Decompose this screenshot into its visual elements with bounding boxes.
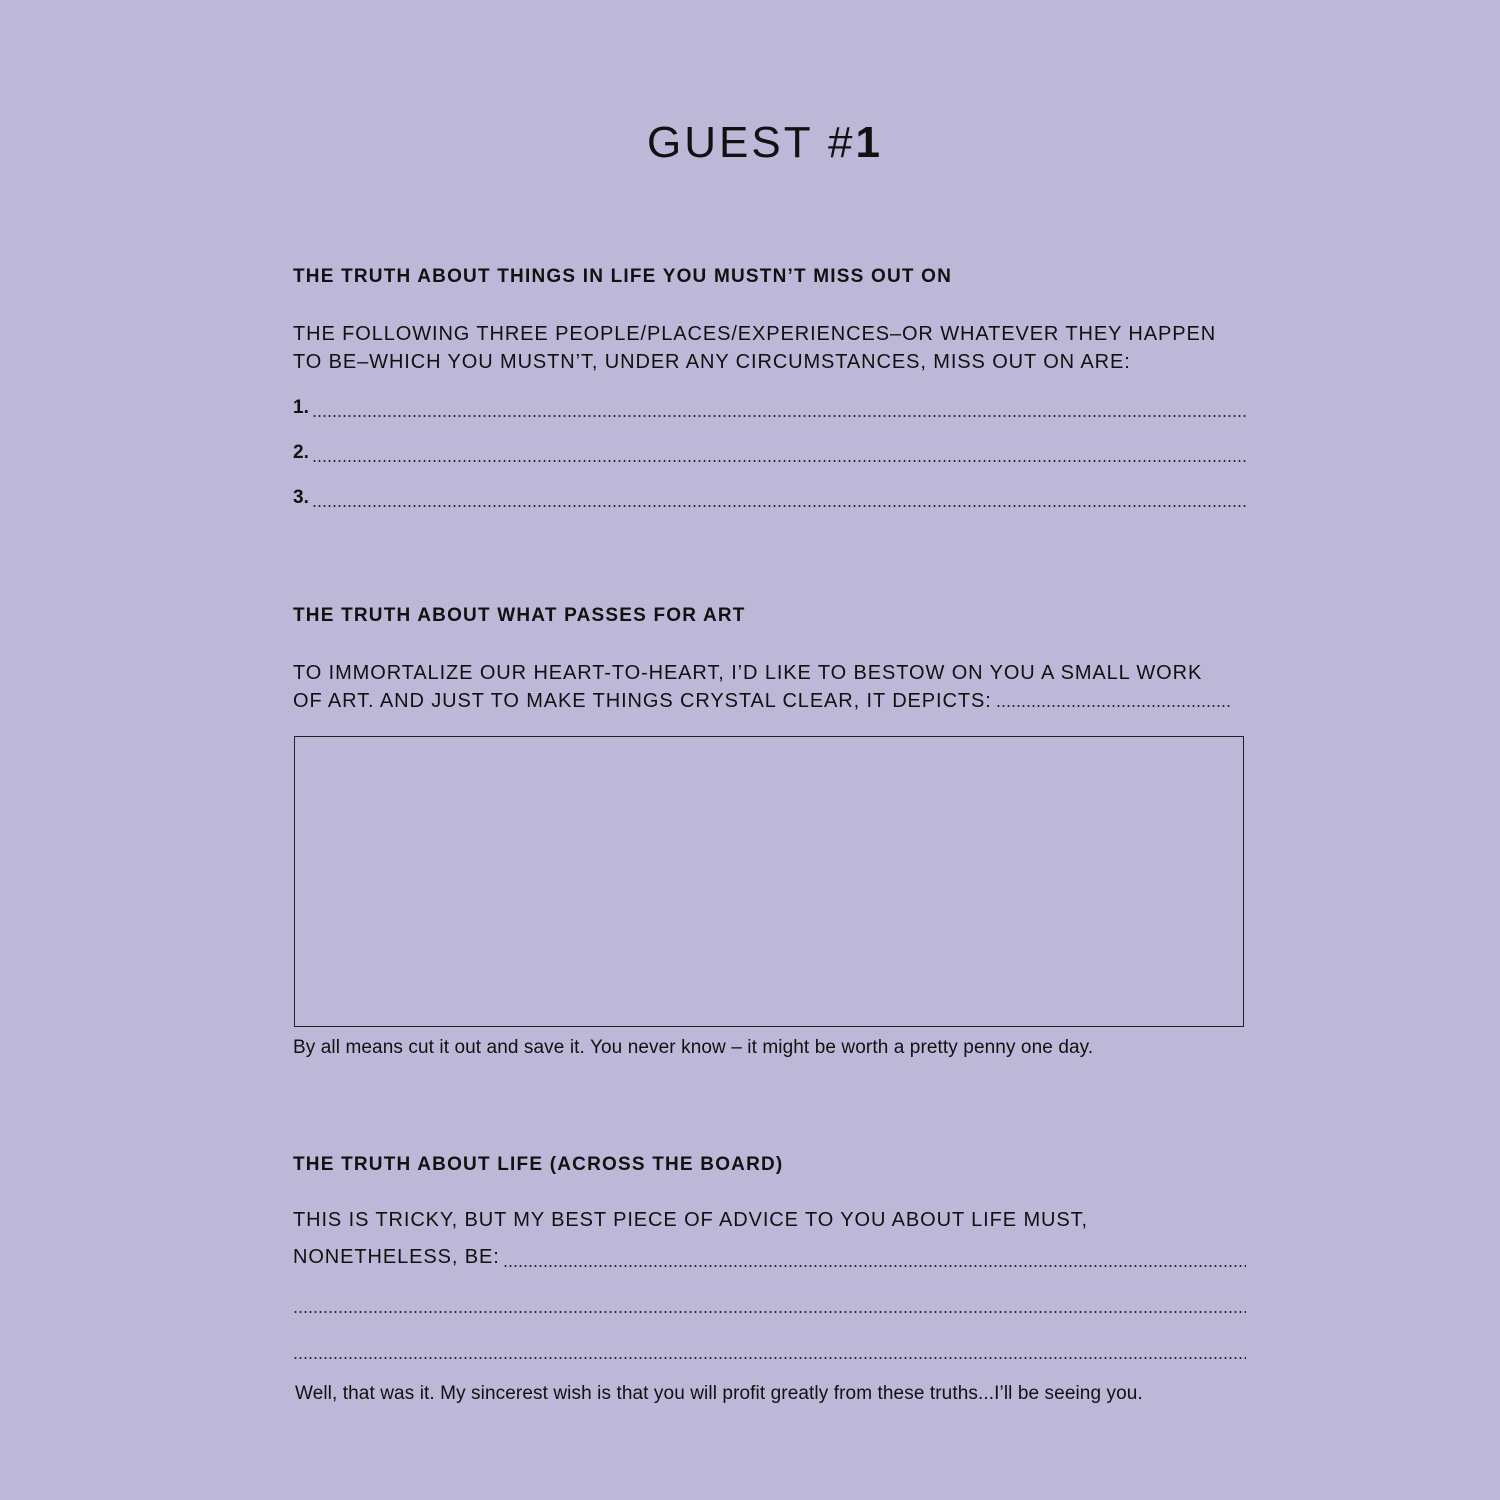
- prompt-line-2: OF ART. AND JUST TO MAKE THINGS CRYSTAL CLEAR, IT DEPICTS:: [293, 690, 992, 712]
- art-note: By all means cut it out and save it. You never know – it might be worth a pretty penny one day.: [293, 1037, 1094, 1058]
- answer-line-1[interactable]: [293, 395, 1246, 419]
- closing-note: Well, that was it. My sincerest wish is that you will profit greatly from these truths...I’ll be seeing you.: [295, 1383, 1143, 1404]
- section-heading-life: THE TRUTH ABOUT LIFE (ACROSS THE BOARD): [293, 1154, 784, 1175]
- section-prompt-life-line-1: THIS IS TRICKY, BUT MY BEST PIECE OF ADVICE TO YOU ABOUT LIFE MUST,: [293, 1209, 1088, 1231]
- page-title: [0, 118, 1500, 168]
- dotted-rule: [503, 1265, 1246, 1267]
- section-heading-art: THE TRUTH ABOUT WHAT PASSES FOR ART: [293, 605, 746, 626]
- answer-number: 3.: [293, 487, 309, 508]
- dotted-rule: [293, 1311, 1246, 1313]
- prompt-line-2-wrap: [293, 687, 1246, 715]
- prompt-line-1: THE FOLLOWING THREE PEOPLE/PLACES/EXPERIENCES–OR WHATEVER THEY HAPPEN: [293, 323, 1217, 345]
- section-prompt-miss-out: [293, 320, 1246, 376]
- answer-number: 1.: [293, 397, 309, 418]
- prompt-line-1: TO IMMORTALIZE OUR HEART-TO-HEART, I’D LIKE TO BESTOW ON YOU A SMALL WORK: [293, 662, 1203, 684]
- dotted-rule: [312, 415, 1246, 417]
- advice-line-3[interactable]: [293, 1337, 1246, 1361]
- drawing-box[interactable]: [294, 736, 1244, 1027]
- answer-line-3[interactable]: [293, 485, 1246, 509]
- section-prompt-art: [293, 659, 1246, 715]
- prompt-line-2: TO BE–WHICH YOU MUSTN’T, UNDER ANY CIRCUMSTANCES, MISS OUT ON ARE:: [293, 351, 1131, 373]
- dotted-rule: [312, 460, 1246, 462]
- title-prefix: GUEST #: [647, 118, 856, 167]
- advice-line-2[interactable]: [293, 1291, 1246, 1315]
- title-number: 1: [855, 118, 883, 167]
- answer-number: 2.: [293, 442, 309, 463]
- dotted-rule: [312, 505, 1246, 507]
- dotted-rule: [293, 1357, 1246, 1359]
- answer-line-2[interactable]: [293, 440, 1246, 464]
- prompt-line-2: NONETHELESS, BE:: [293, 1246, 500, 1268]
- dotted-rule[interactable]: [996, 705, 1232, 707]
- advice-line-1[interactable]: [293, 1245, 1246, 1269]
- section-heading-miss-out: THE TRUTH ABOUT THINGS IN LIFE YOU MUSTN’T MISS OUT ON: [293, 266, 953, 287]
